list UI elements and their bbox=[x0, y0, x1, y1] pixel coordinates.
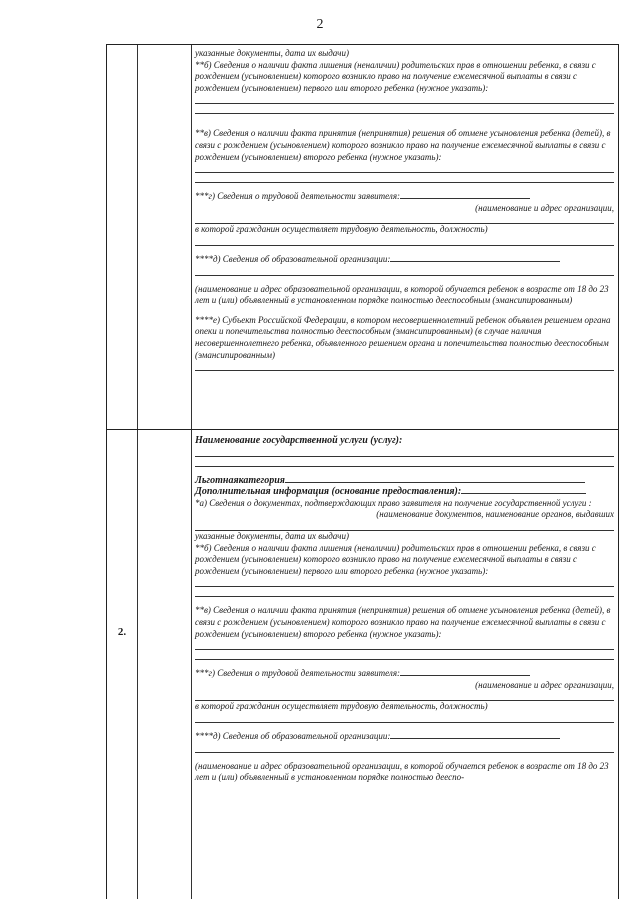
row2-b-answer-line[interactable] bbox=[195, 577, 614, 587]
row2-d-answer-line[interactable] bbox=[390, 738, 560, 739]
row1-g-answer-line-2[interactable] bbox=[195, 214, 614, 224]
row1-b-answer-line-2[interactable] bbox=[195, 104, 614, 114]
row-divider bbox=[107, 429, 618, 430]
row1-content bbox=[195, 48, 614, 371]
row2-service-line-2[interactable] bbox=[195, 457, 614, 467]
row1-section-g: ***г) Сведения о трудовой деятельности заявителя: bbox=[195, 191, 614, 203]
row1-g-answer-line[interactable] bbox=[400, 198, 530, 199]
row2-number: 2. bbox=[117, 626, 127, 638]
row2-section-a: *а) Сведения о документах, подтверждающих право заявителя на получение государственной услуги : bbox=[195, 497, 592, 508]
form-table bbox=[106, 44, 619, 899]
row1-section-b: **б) Сведения о наличии факта лишения (неналичии) родительских прав в отношении ребенка, в связи с рождением (усыновлением) которого возникло право на получение ежемесячной выплаты в связи с рождением (усыновлением) первого или второго ребенка (нужное указать): bbox=[195, 59, 596, 93]
row2-category-line[interactable] bbox=[285, 482, 585, 483]
row1-g-hint: (наименование и адрес организации, bbox=[475, 202, 614, 213]
row1-v-answer-line[interactable] bbox=[195, 163, 614, 173]
row1-section-e: ****е) Субъект Российской Федерации, в котором несовершеннолетний ребенок объявлен решением органа опеки и попечительства полностью дееспособным (эмансипированным) (в случае наличия несовершеннолетнего ребенка, объявленного решением органа и попечительства полностью дееспособным (эмансипированным) bbox=[195, 314, 611, 360]
row2-category: Льготнаякатегория bbox=[195, 475, 614, 487]
row1-e-answer-line[interactable] bbox=[195, 361, 614, 371]
row2-g-answer-line-3[interactable] bbox=[195, 713, 614, 723]
row2-a-hint: (наименование документов, наименование органов, выдавших bbox=[376, 509, 614, 520]
row2-g-hint: (наименование и адрес организации, bbox=[475, 679, 614, 690]
row2-v-answer-line-2[interactable] bbox=[195, 650, 614, 660]
row1-d-answer-line[interactable] bbox=[390, 261, 560, 262]
row1-section-v: **в) Сведения о наличии факта принятия (непринятия) решения об отмене усыновления ребенка (детей), в связи с рождением (усыновлением) которого возникло право на получение ежемесячной выплаты в связи с рождением (усыновлением) второго ребенка (нужное указать): bbox=[195, 128, 611, 162]
row1-docs-continuation: указанные документы, дата их выдачи) bbox=[195, 48, 349, 58]
row1-v-answer-line-2[interactable] bbox=[195, 173, 614, 183]
row1-d-answer-line-2[interactable] bbox=[195, 266, 614, 276]
table-top-border bbox=[107, 44, 618, 45]
row2-d-answer-line-2[interactable] bbox=[195, 743, 614, 753]
row2-section-g: ***г) Сведения о трудовой деятельности заявителя: bbox=[195, 668, 614, 680]
row2-d-hint: (наименование и адрес образовательной организации, в которой обучается ребенок в возрасте от 18 до 23 лет и (или) объявленный в установленном порядке полностью дееспо- bbox=[195, 760, 609, 783]
row2-section-v: **в) Сведения о наличии факта принятия (непринятия) решения об отмене усыновления ребенка (детей), в связи с рождением (усыновлением) которого возникло право на получение ежемесячной выплаты в связи с рождением (усыновлением) второго ребенка (нужное указать): bbox=[195, 605, 611, 639]
row2-g-answer-line[interactable] bbox=[400, 675, 530, 676]
row1-d-hint: (наименование и адрес образовательной организации, в которой обучается ребенок в возрасте от 18 до 23 лет и (или) объявленный в установленном порядке полностью дееспособным (эмансипированным) bbox=[195, 283, 609, 306]
column-divider-1 bbox=[137, 44, 138, 899]
page-number: 2 bbox=[316, 17, 324, 32]
row1-g-answer-line-3[interactable] bbox=[195, 236, 614, 246]
row2-docs-continuation: указанные документы, дата их выдачи) bbox=[195, 530, 349, 541]
row2-section-d: ****д) Сведения об образовательной организации: bbox=[195, 731, 614, 743]
row2-g-hint-2: в которой гражданин осуществляет трудовую деятельность, должность) bbox=[195, 701, 488, 712]
row2-g-answer-line-2[interactable] bbox=[195, 691, 614, 701]
row2-section-b: **б) Сведения о наличии факта лишения (неналичии) родительских прав в отношении ребенка, в связи с рождением (усыновлением) которого возникло право на получение ежемесячной выплаты в связи с рождением (усыновлением) первого или второго ребенка (нужное указать): bbox=[195, 542, 596, 576]
column-divider-2 bbox=[191, 44, 192, 899]
row1-section-d: ****д) Сведения об образовательной организации: bbox=[195, 254, 614, 266]
row2-v-answer-line[interactable] bbox=[195, 640, 614, 650]
row2-content bbox=[195, 435, 614, 784]
row2-b-answer-line-2[interactable] bbox=[195, 587, 614, 597]
row2-additional-line[interactable] bbox=[461, 493, 586, 494]
row2-a-answer-line[interactable] bbox=[195, 521, 614, 531]
row2-additional: Дополнительная информация (основание предоставления): bbox=[195, 486, 614, 498]
row2-service-label: Наименование государственной услуги (услуг): bbox=[195, 435, 403, 446]
row1-b-answer-line[interactable] bbox=[195, 94, 614, 104]
row2-service-line-1[interactable] bbox=[195, 447, 614, 457]
row1-g-hint-2: в которой гражданин осуществляет трудовую деятельность, должность) bbox=[195, 224, 488, 235]
